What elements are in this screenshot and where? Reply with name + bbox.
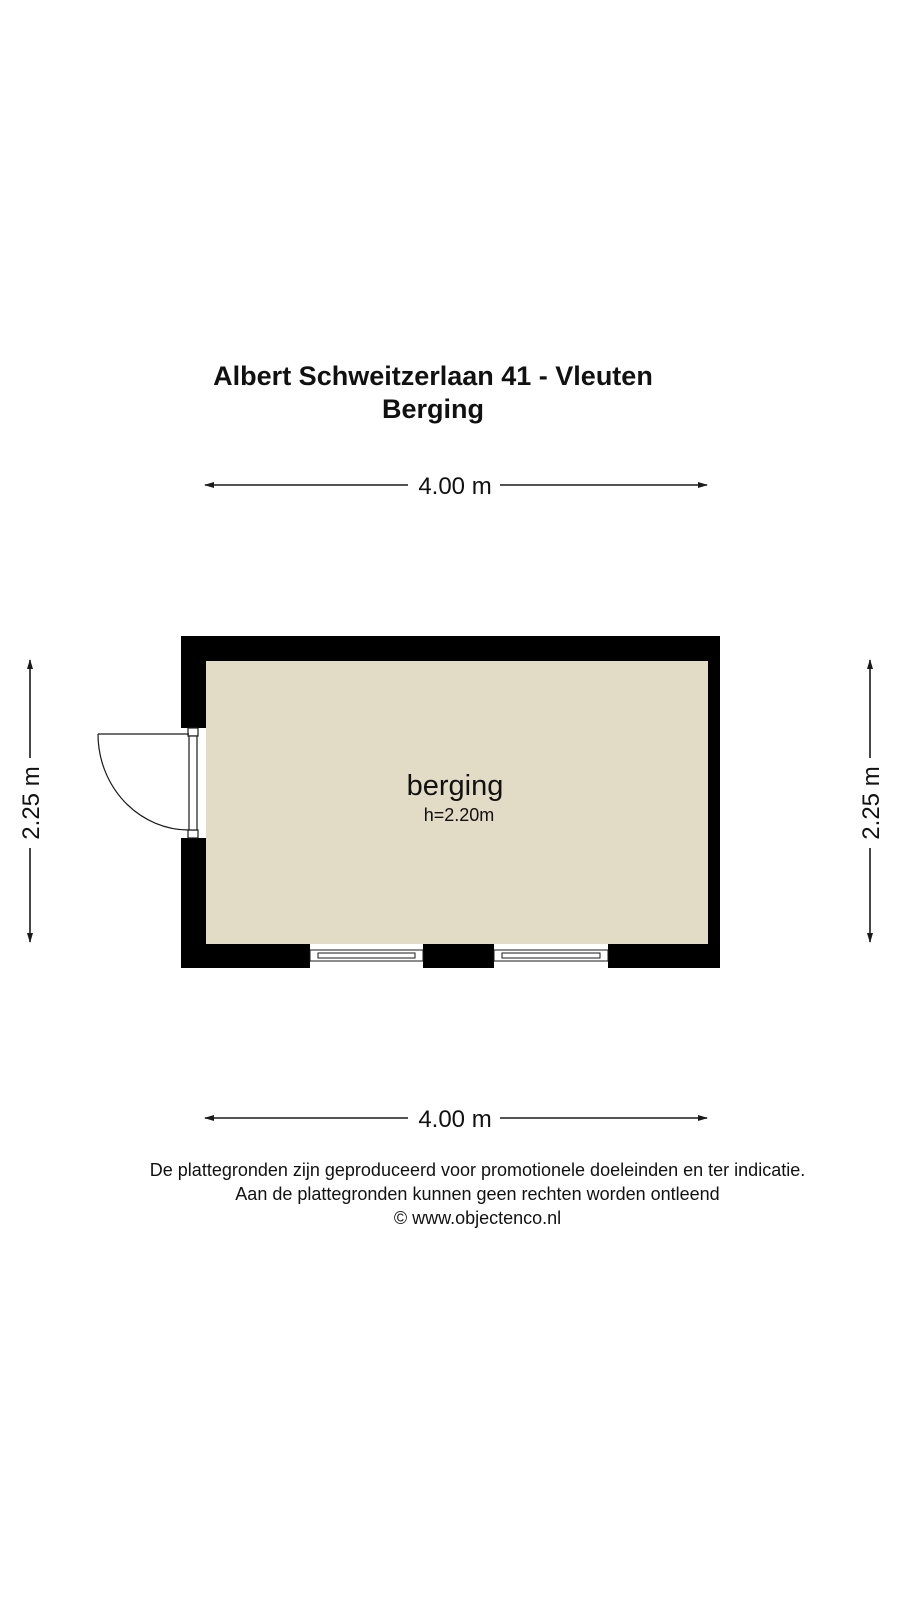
window-frame bbox=[310, 950, 423, 961]
dimension-label: 4.00 m bbox=[418, 1106, 492, 1133]
window-left bbox=[310, 950, 423, 961]
door-frame-top bbox=[188, 728, 198, 736]
window-pane bbox=[318, 953, 415, 958]
wall-bottom-right bbox=[608, 944, 720, 968]
copyright-line: © www.objectenco.nl bbox=[393, 1208, 562, 1228]
dimension-top bbox=[205, 473, 707, 500]
window-right bbox=[494, 950, 608, 961]
dimension-label: 2.25 m bbox=[18, 766, 45, 840]
wall-right bbox=[708, 636, 720, 968]
wall-bottom-left bbox=[181, 944, 310, 968]
floor-title: Berging bbox=[381, 394, 484, 424]
dimension-label: 2.25 m bbox=[858, 766, 885, 840]
window-frame bbox=[494, 950, 608, 961]
door-swing-arc bbox=[98, 734, 189, 830]
dimension-label: 4.00 m bbox=[418, 473, 492, 500]
wall-bottom-middle bbox=[423, 944, 494, 968]
disclaimer-line: Aan de plattegronden kunnen geen rechten worden ontleend bbox=[235, 1184, 720, 1204]
room-floor bbox=[206, 661, 708, 944]
wall-left-upper bbox=[181, 636, 206, 728]
dimension-right bbox=[858, 660, 885, 942]
disclaimer bbox=[0, 1158, 900, 1230]
door-leaf bbox=[189, 736, 197, 830]
disclaimer-line: De plattegronden zijn geproduceerd voor promotionele doeleinden en ter indicatie. bbox=[149, 1160, 806, 1180]
dimension-left bbox=[18, 660, 45, 942]
wall-top bbox=[181, 636, 720, 661]
room-height: h=2.20m bbox=[423, 805, 495, 825]
door bbox=[98, 728, 198, 838]
window-pane bbox=[502, 953, 600, 958]
address-title: Albert Schweitzerlaan 41 - Vleuten bbox=[213, 361, 653, 391]
door-frame-bottom bbox=[188, 830, 198, 838]
dimension-bottom bbox=[205, 1106, 707, 1133]
room-name: berging bbox=[406, 770, 504, 802]
